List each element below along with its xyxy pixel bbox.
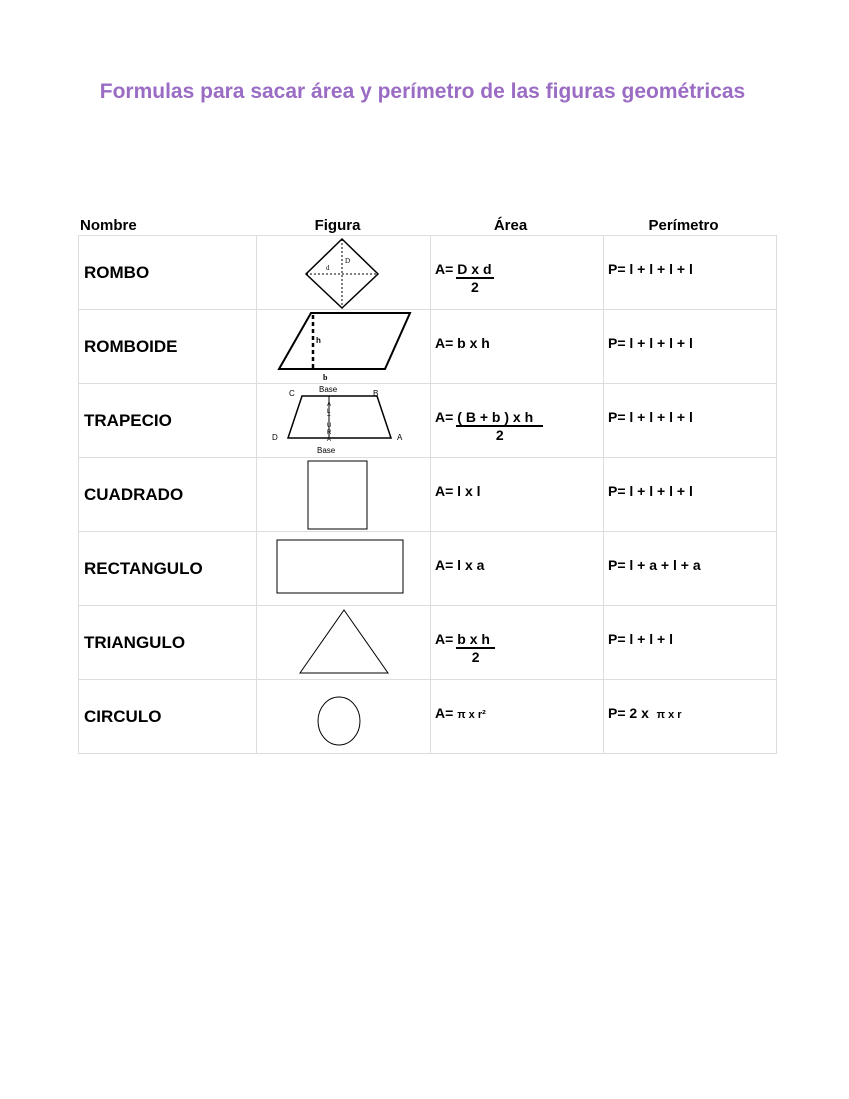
area-cell [431, 458, 604, 532]
shape-name-circulo: CIRCULO [79, 680, 257, 754]
figure-cell [257, 680, 431, 754]
area-prefix: A= [435, 631, 454, 647]
perimeter-formula: P= l + l + l + l [608, 483, 693, 499]
area-cell [431, 310, 604, 384]
area-prefix: A= [435, 705, 454, 721]
label-altura-letter: R [327, 430, 332, 436]
table-row [79, 458, 777, 532]
header-nombre: Nombre [80, 217, 137, 234]
header-perimetro: Perímetro [648, 217, 719, 234]
perimeter-cell [604, 236, 777, 310]
shape-name-trapecio: TRAPECIO [79, 384, 257, 458]
table-row [79, 384, 777, 458]
perimeter-cell [604, 532, 777, 606]
table-row [79, 606, 777, 680]
label-altura-letter: L [327, 409, 331, 415]
area-prefix: A= [435, 261, 454, 277]
perimeter-cell [604, 458, 777, 532]
area-denominator: 2 [495, 427, 504, 443]
label-d: d [326, 264, 330, 272]
area-prefix: A= [435, 409, 454, 425]
label-h: h [316, 336, 321, 345]
perimeter-formula: P= l + l + l + l [608, 261, 693, 277]
label-altura-letter: A [327, 402, 332, 408]
label-altura-letter: T [327, 416, 331, 422]
label-D: D [272, 433, 278, 442]
perimeter-cell [604, 310, 777, 384]
shape-name-romboide: ROMBOIDE [79, 310, 257, 384]
label-base-top: Base [319, 385, 338, 394]
label-C: C [289, 389, 295, 398]
trapezoid-figure [257, 384, 430, 457]
area-cell [431, 606, 604, 680]
header-area: Área [493, 217, 528, 234]
area-cell [431, 680, 604, 754]
area-formula: A= l x l [435, 483, 481, 499]
perimeter-formula: P= l + l + l + l [608, 335, 693, 351]
area-numerator: ( B + b ) x h [456, 409, 543, 427]
table-row [79, 310, 777, 384]
page-title: Formulas para sacar área y perímetro de las figuras geométricas [99, 80, 746, 103]
perimeter-prefix: P= 2 x [608, 705, 649, 721]
label-base-bottom: Base [317, 446, 336, 455]
label-A: A [397, 433, 403, 442]
formulas-table [78, 235, 777, 754]
table-row [79, 236, 777, 310]
perimeter-cell [604, 384, 777, 458]
label-altura-letter: A [327, 437, 332, 443]
shape-name-rombo: ROMBO [79, 236, 257, 310]
perimeter-cell [604, 606, 777, 680]
area-cell [431, 532, 604, 606]
square-figure [257, 458, 430, 531]
perimeter-formula: P= l + l + l + l [608, 409, 693, 425]
perimeter-cell [604, 680, 777, 754]
rhombus-figure [257, 236, 430, 309]
rhomboid-figure [257, 310, 430, 383]
area-cell [431, 236, 604, 310]
perimeter-formula-small: π x r [656, 709, 682, 721]
shape-name-cuadrado: CUADRADO [79, 458, 257, 532]
area-formula: A= b x h [435, 335, 490, 351]
figure-cell [257, 310, 431, 384]
perimeter-formula: P= l + l + l [608, 631, 673, 647]
perimeter-formula: P= l + a + l + a [608, 557, 701, 573]
label-D: D [345, 257, 351, 265]
table-row [79, 680, 777, 754]
area-formula: A= l x a [435, 557, 485, 573]
area-cell [431, 384, 604, 458]
table-row [79, 532, 777, 606]
triangle-figure [257, 606, 430, 679]
area-denominator: 2 [471, 649, 480, 665]
area-numerator: b x h [456, 631, 495, 649]
shape-name-triangulo: TRIANGULO [79, 606, 257, 680]
figure-cell [257, 236, 431, 310]
figure-cell [257, 458, 431, 532]
figure-cell [257, 532, 431, 606]
rectangle-figure [257, 532, 430, 605]
label-B: B [373, 389, 379, 398]
label-altura-letter: U [327, 423, 332, 429]
area-formula-small: π x r² [457, 709, 486, 721]
shape-name-rectangulo: RECTANGULO [79, 532, 257, 606]
area-denominator: 2 [471, 279, 479, 295]
header-figura: Figura [314, 217, 361, 234]
figure-cell [257, 606, 431, 680]
circle-figure [257, 680, 430, 753]
label-b: b [323, 373, 328, 382]
area-numerator: D x d [457, 261, 492, 277]
figure-cell [257, 384, 431, 458]
